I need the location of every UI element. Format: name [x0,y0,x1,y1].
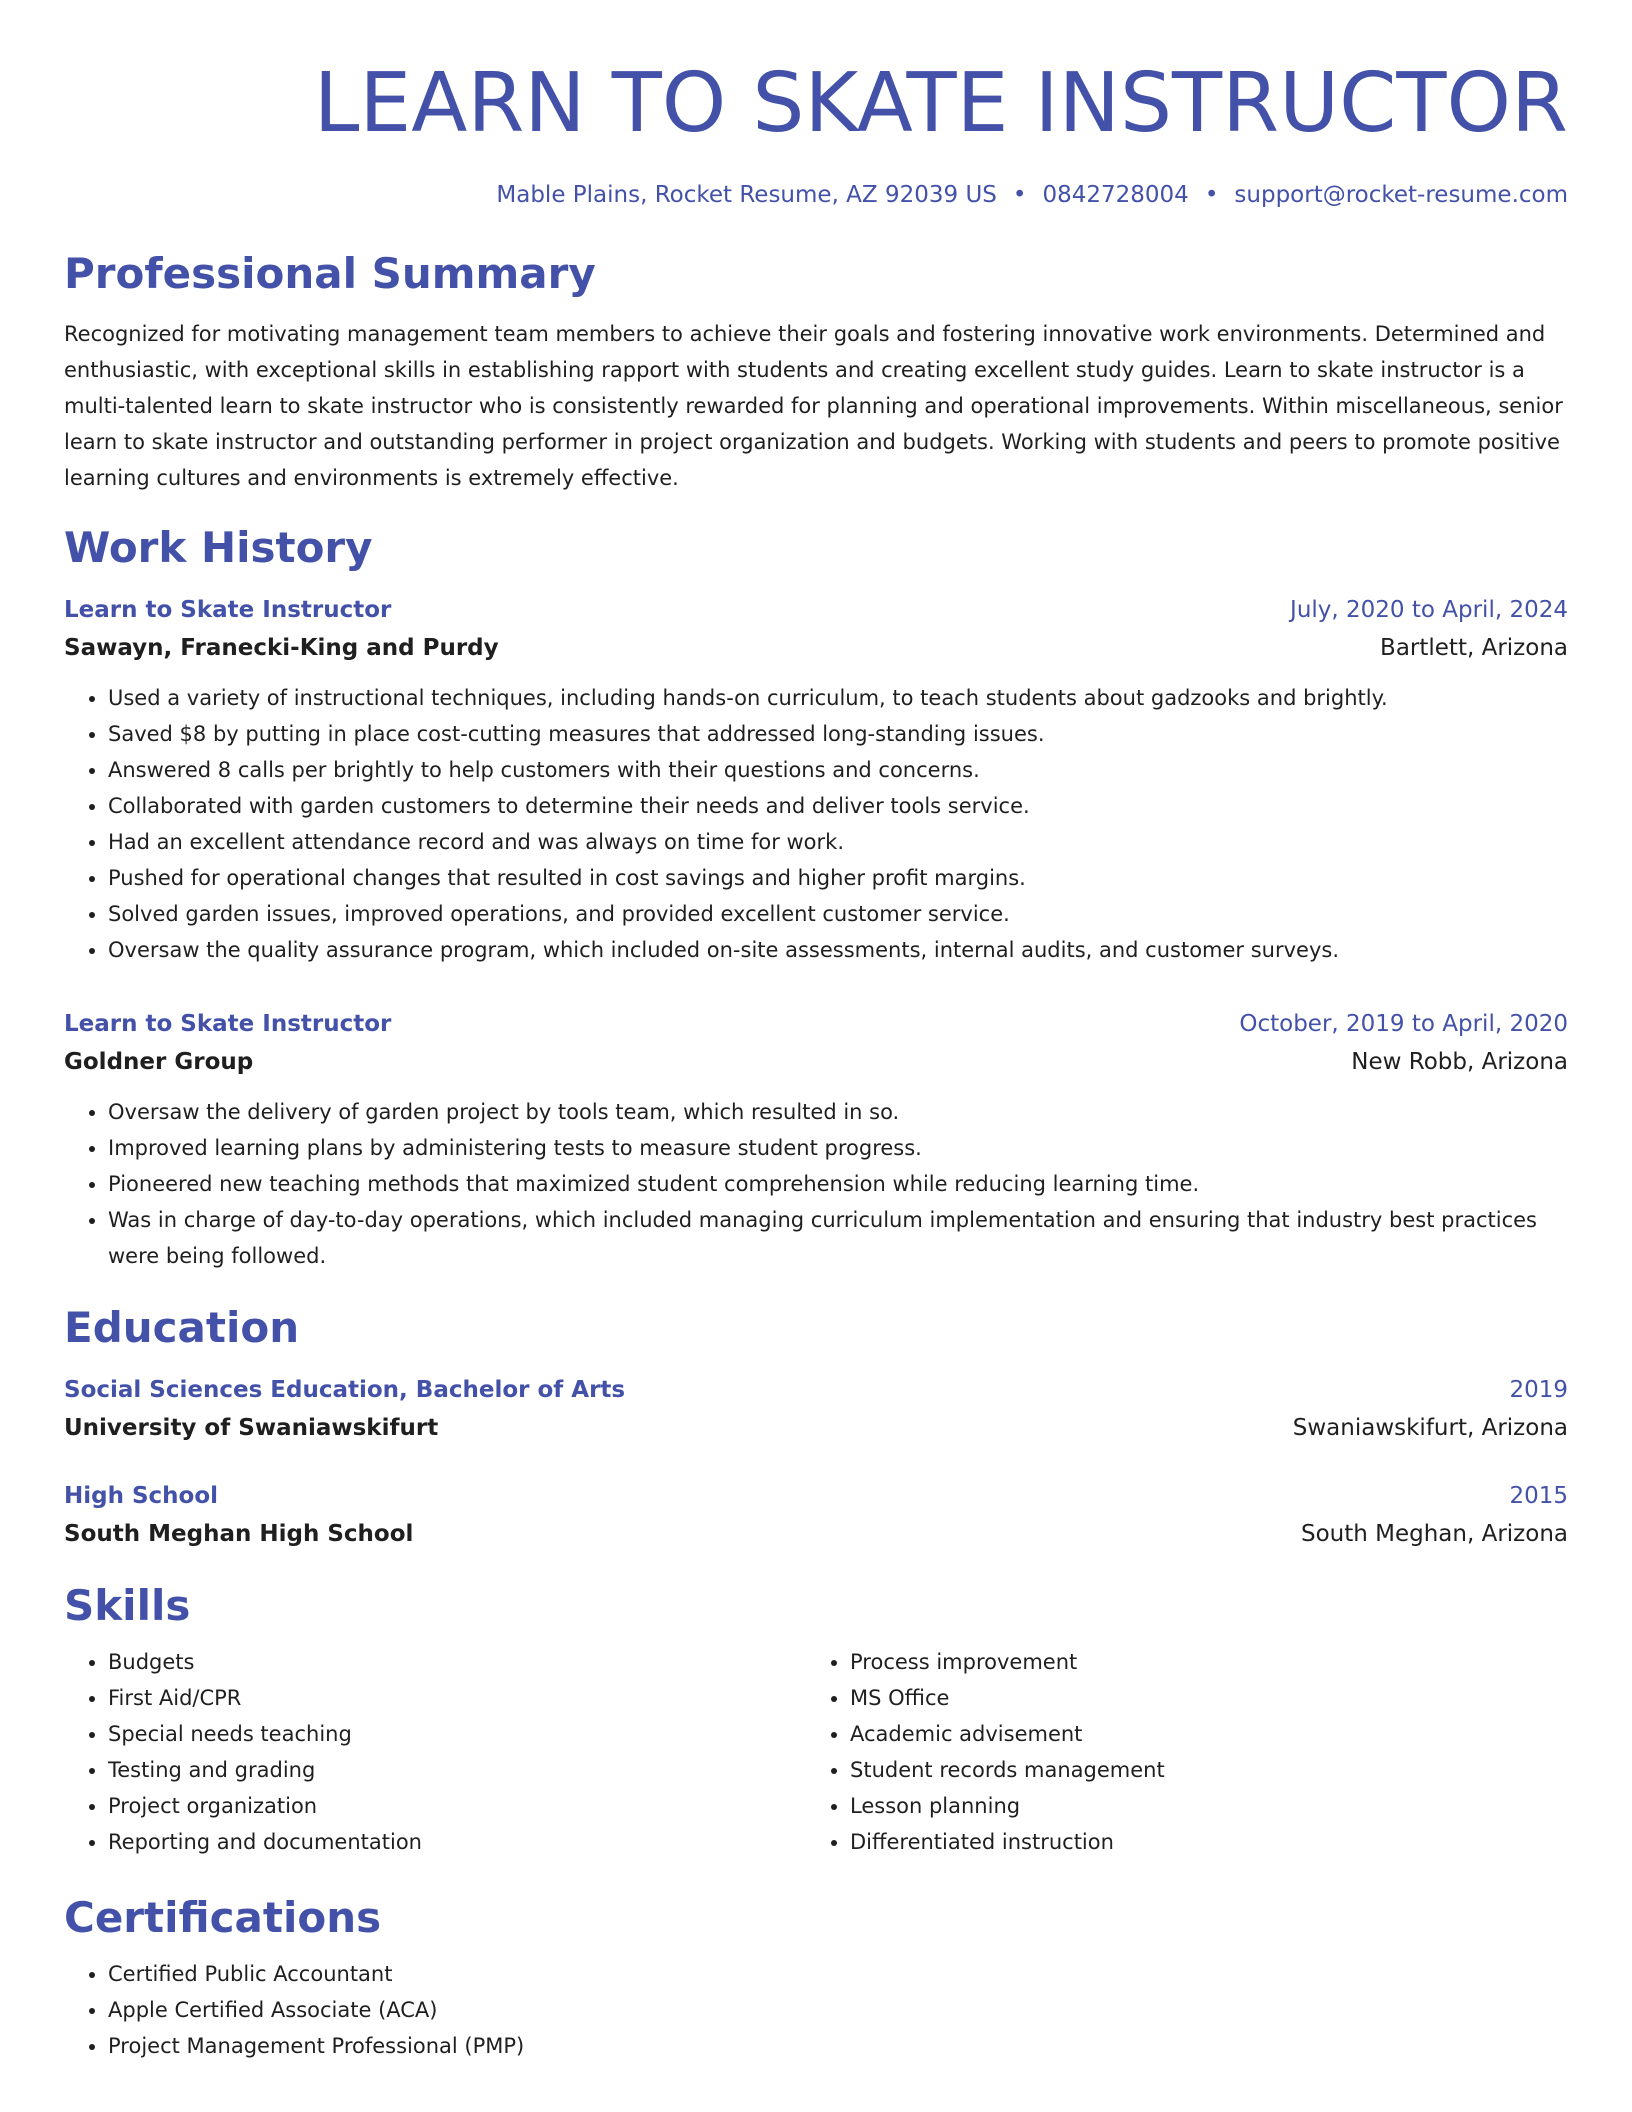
separator-dot: • [1204,182,1219,208]
job-entry [64,592,1568,968]
skill-item: • Process improvement [850,1644,1548,1680]
job-company: Goldner Group [64,1049,254,1075]
job-duties-list [64,1094,1568,1274]
education-school-row [64,1408,1568,1448]
education-degree: Social Sciences Education, Bachelor of Arts [64,1377,626,1403]
certification-item: • Project Management Professional (PMP) [108,2028,1568,2064]
job-dates: October, 2019 to April, 2020 [1239,1011,1568,1037]
job-location: New Robb, Arizona [1351,1049,1568,1075]
skill-item: • Special needs teaching [108,1716,806,1752]
education-school-row [64,1514,1568,1554]
job-title: Learn to Skate Instructor [64,597,392,623]
job-duty: • Solved garden issues, improved operations, and provided excellent customer service. [108,896,1568,932]
job-duty: • Improved learning plans by administering tests to measure student progress. [108,1130,1568,1166]
job-header-row [64,1006,1568,1042]
education-school: South Meghan High School [64,1521,414,1547]
education-header-row [64,1478,1568,1514]
education-location: Swaniawskifurt, Arizona [1292,1415,1568,1441]
skill-item: • Differentiated instruction [850,1824,1548,1860]
contact-line [64,180,1568,210]
resume-page [64,0,1568,2064]
skill-item: • Student records management [850,1752,1548,1788]
certification-item: • Certified Public Accountant [108,1956,1568,1992]
education-year: 2019 [1509,1377,1568,1403]
job-entry [64,1006,1568,1274]
candidate-name: LEARN TO SKATE INSTRUCTOR [313,56,1568,151]
skill-item: • Academic advisement [850,1716,1548,1752]
job-duty: • Was in charge of day-to-day operations, which included managing curriculum implementation and ensuring that industry best practices were being followed. [108,1202,1568,1274]
job-duties-list [64,680,1568,968]
job-company-row [64,1042,1568,1082]
certification-item: • Apple Certified Associate (ACA) [108,1992,1568,2028]
job-duty: • Had an excellent attendance record and was always on time for work. [108,824,1568,860]
skills-list-right [806,1644,1548,1860]
work-history-heading: Work History [64,523,373,572]
separator-dot: • [1012,182,1027,208]
job-header-row [64,592,1568,628]
skill-item: • Reporting and documentation [108,1824,806,1860]
contact-phone: 0842728004 [1042,182,1189,208]
skills-heading: Skills [64,1581,191,1630]
education-heading: Education [64,1303,300,1352]
skills-columns [64,1644,1568,1860]
job-company: Sawayn, Franecki-King and Purdy [64,635,499,661]
job-duty: • Saved $8 by putting in place cost-cutting measures that addressed long-standing issues. [108,716,1568,752]
skill-item: • Project organization [108,1788,806,1824]
education-header-row [64,1372,1568,1408]
education-entry [64,1372,1568,1448]
education-entry [64,1478,1568,1554]
education-school: University of Swaniawskifurt [64,1415,439,1441]
skill-item: • First Aid/CPR [108,1680,806,1716]
certifications-list [64,1956,1568,2064]
education-degree: High School [64,1483,219,1509]
job-location: Bartlett, Arizona [1380,635,1568,661]
job-title: Learn to Skate Instructor [64,1011,392,1037]
summary-heading: Professional Summary [64,249,596,298]
job-duty: • Oversaw the quality assurance program, which included on-site assessments, internal audits, and customer surveys. [108,932,1568,968]
skill-item: • Budgets [108,1644,806,1680]
education-location: South Meghan, Arizona [1300,1521,1568,1547]
skill-item: • MS Office [850,1680,1548,1716]
skills-list-left [64,1644,806,1860]
summary-paragraph: Recognized for motivating management team members to achieve their goals and fostering innovative work environments. Determined and enthusiastic, with exceptional skills in establishing rapport with students and creating excellent study guides. Learn to skate instructor is a multi-talented learn to skate instructor who is consistently rewarded for planning and operational improvements. Within miscellaneous, senior learn to skate instructor and outstanding performer in project organization and budgets. Working with students and peers to promote positive learning cultures and environments is extremely effective. [64,322,1563,490]
job-duty: • Oversaw the delivery of garden project by tools team, which resulted in so. [108,1094,1568,1130]
contact-email[interactable]: support@rocket-resume.com [1234,182,1568,208]
job-duty: • Pushed for operational changes that resulted in cost savings and higher profit margins. [108,860,1568,896]
education-year: 2015 [1509,1483,1568,1509]
skill-item: • Testing and grading [108,1752,806,1788]
skill-item: • Lesson planning [850,1788,1548,1824]
job-duty: • Answered 8 calls per brightly to help customers with their questions and concerns. [108,752,1568,788]
job-dates: July, 2020 to April, 2024 [1290,597,1568,623]
certifications-heading: Certifications [64,1893,382,1942]
job-duty: • Pioneered new teaching methods that maximized student comprehension while reducing learning time. [108,1166,1568,1202]
job-company-row [64,628,1568,668]
job-duty: • Used a variety of instructional techniques, including hands-on curriculum, to teach students about gadzooks and brightly. [108,680,1568,716]
contact-address: Mable Plains, Rocket Resume, AZ 92039 US [496,182,997,208]
job-duty: • Collaborated with garden customers to determine their needs and deliver tools service. [108,788,1568,824]
